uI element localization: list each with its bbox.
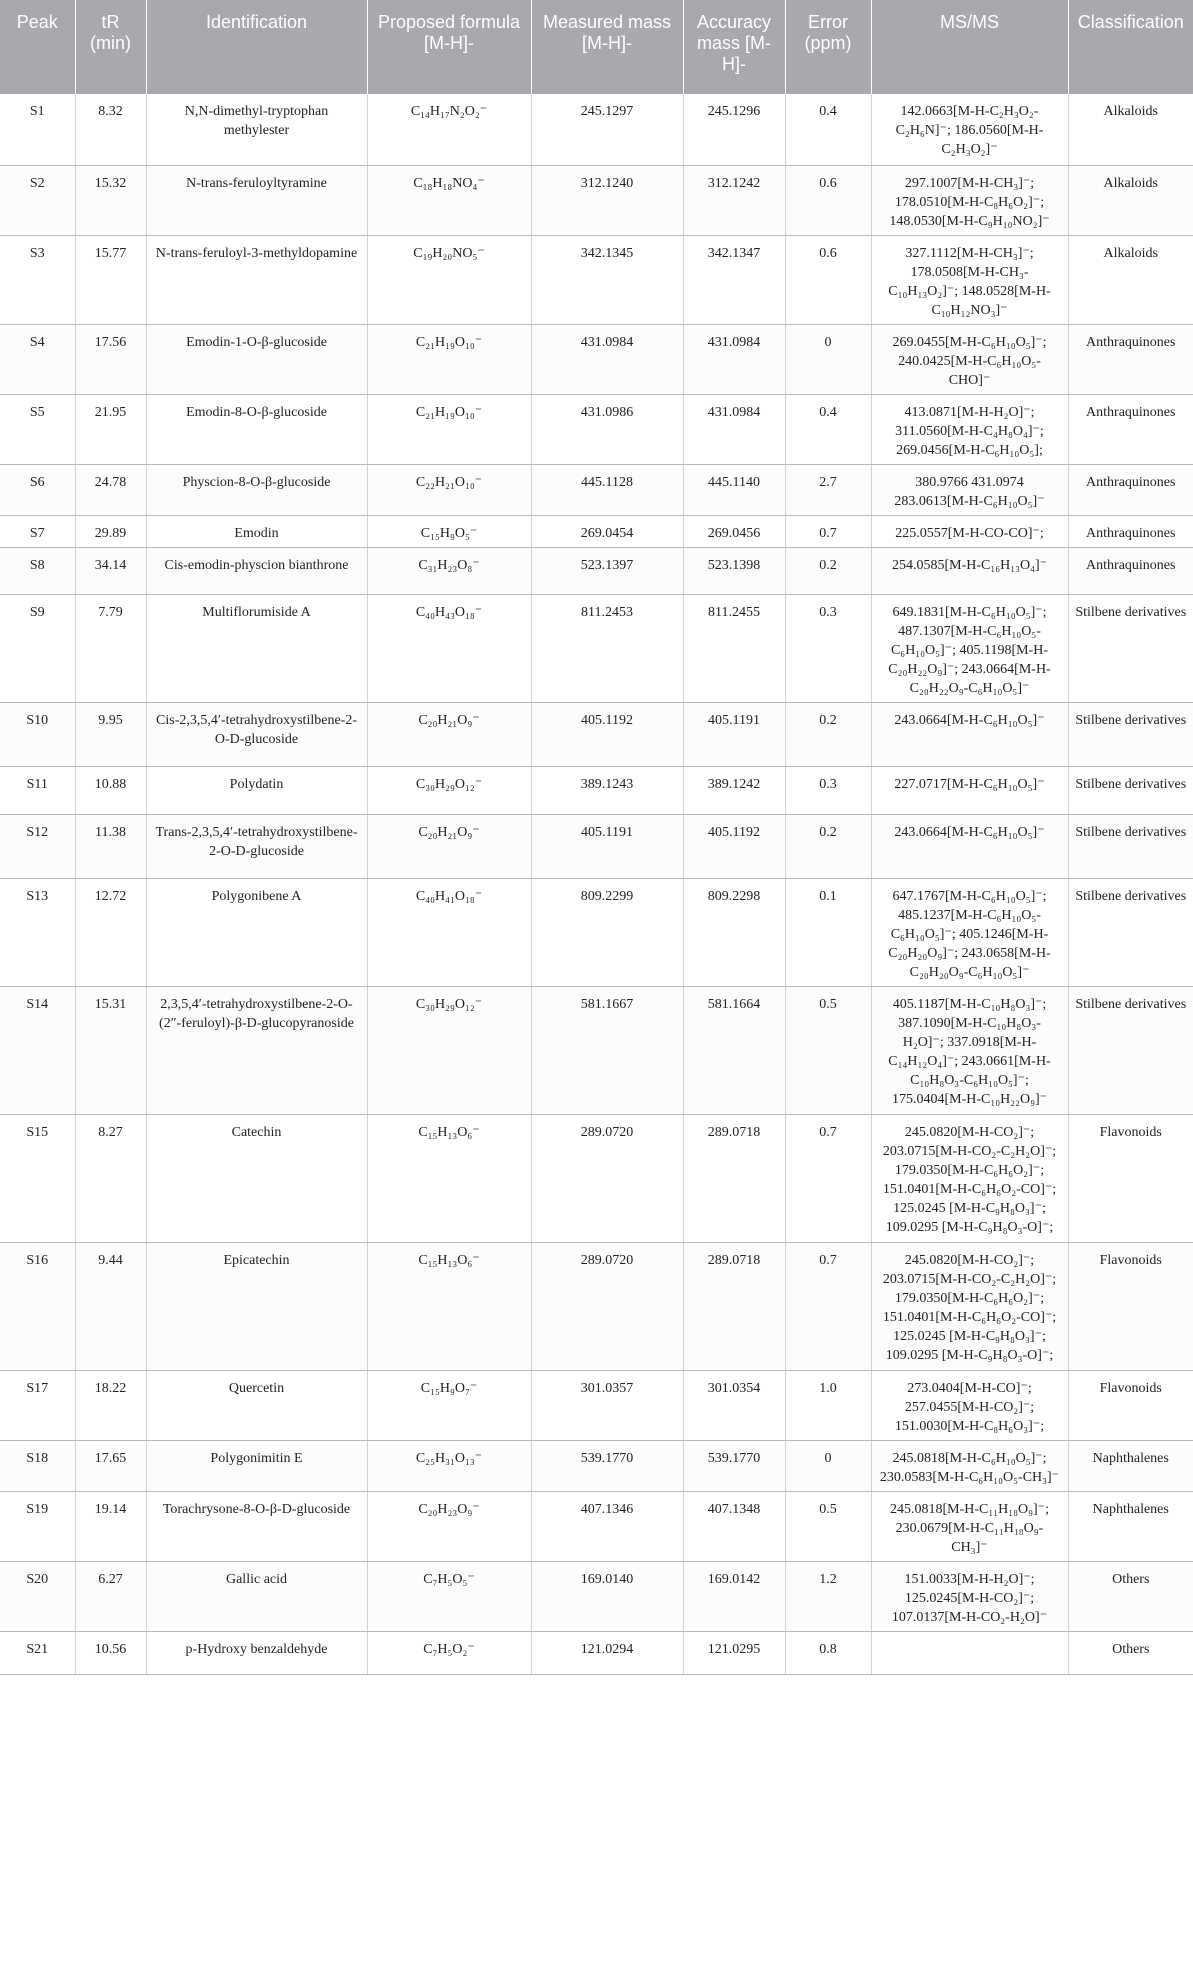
cell-msms: [871, 1631, 1068, 1674]
cell-retention-time: 7.79: [75, 594, 146, 702]
header-identification: Identification: [146, 0, 367, 94]
cell-identification: Polygonimitin E: [146, 1440, 367, 1491]
cell-classification: Anthraquinones: [1068, 547, 1193, 594]
cell-accuracy-mass: 245.1296: [683, 94, 785, 165]
cell-error: 0.7: [785, 1242, 871, 1370]
cell-msms: 380.9766 431.0974 283.0613[M-H-C₆H₁₀O₅]⁻: [871, 464, 1068, 515]
cell-formula: C₄₀H₄₁O₁₈⁻: [367, 878, 531, 986]
cell-retention-time: 11.38: [75, 814, 146, 878]
cell-identification: Epicatechin: [146, 1242, 367, 1370]
cell-retention-time: 15.32: [75, 165, 146, 235]
cell-classification: Anthraquinones: [1068, 394, 1193, 464]
cell-accuracy-mass: 811.2455: [683, 594, 785, 702]
cell-formula: C₂₂H₂₁O₁₀⁻: [367, 464, 531, 515]
cell-msms: 413.0871[M-H-H₂O]⁻; 311.0560[M-H-C₄H₈O₄]⁻; 269.0456[M-H-C₆H₁₀O₅];: [871, 394, 1068, 464]
cell-accuracy-mass: 445.1140: [683, 464, 785, 515]
cell-error: 1.0: [785, 1370, 871, 1440]
cell-msms: 243.0664[M-H-C₆H₁₀O₅]⁻: [871, 702, 1068, 766]
header-classification: Classification: [1068, 0, 1193, 94]
cell-measured-mass: 289.0720: [531, 1242, 683, 1370]
cell-msms: 245.0820[M-H-CO₂]⁻; 203.0715[M-H-CO₂-C₂H₂O]⁻; 179.0350[M-H-C₆H₆O₂]⁻; 151.0401[M-H-C₆H₆O₂-CO]⁻; 125.0245 [M-H-C₉H₈O₃]⁻; 109.0295 [M-H-C₉H₈O₃-O]⁻;: [871, 1242, 1068, 1370]
cell-identification: Polydatin: [146, 766, 367, 814]
cell-measured-mass: 405.1191: [531, 814, 683, 878]
cell-classification: Stilbene derivatives: [1068, 814, 1193, 878]
cell-peak: S4: [0, 324, 75, 394]
cell-classification: Stilbene derivatives: [1068, 766, 1193, 814]
cell-msms: 273.0404[M-H-CO]⁻; 257.0455[M-H-CO₂]⁻; 151.0030[M-H-C₈H₆O₃]⁻;: [871, 1370, 1068, 1440]
cell-formula: C₂₀H₂₃O₉⁻: [367, 1491, 531, 1561]
cell-classification: Naphthalenes: [1068, 1440, 1193, 1491]
cell-peak: S15: [0, 1114, 75, 1242]
cell-accuracy-mass: 431.0984: [683, 324, 785, 394]
cell-retention-time: 19.14: [75, 1491, 146, 1561]
cell-peak: S2: [0, 165, 75, 235]
cell-error: 0.8: [785, 1631, 871, 1674]
cell-msms: 649.1831[M-H-C₆H₁₀O₅]⁻; 487.1307[M-H-C₆H₁₀O₅-C₆H₁₀O₅]⁻; 405.1198[M-H-C₂₀H₂₂O₉]⁻; 243.0664[M-H-C₂₀H₂₂O₉-C₆H₁₀O₅]⁻: [871, 594, 1068, 702]
cell-retention-time: 12.72: [75, 878, 146, 986]
cell-measured-mass: 431.0984: [531, 324, 683, 394]
cell-accuracy-mass: 581.1664: [683, 986, 785, 1114]
cell-formula: C₁₄H₁₇N₂O₂⁻: [367, 94, 531, 165]
cell-classification: Alkaloids: [1068, 94, 1193, 165]
cell-error: 0.3: [785, 766, 871, 814]
cell-classification: Stilbene derivatives: [1068, 986, 1193, 1114]
cell-measured-mass: 169.0140: [531, 1561, 683, 1631]
cell-error: 0.5: [785, 1491, 871, 1561]
cell-measured-mass: 312.1240: [531, 165, 683, 235]
cell-error: 0: [785, 324, 871, 394]
header-accuracy-mass: Accuracy mass [M-H]-: [683, 0, 785, 94]
cell-peak: S10: [0, 702, 75, 766]
cell-measured-mass: 121.0294: [531, 1631, 683, 1674]
cell-retention-time: 18.22: [75, 1370, 146, 1440]
table-row: [0, 464, 1193, 515]
cell-measured-mass: 539.1770: [531, 1440, 683, 1491]
table-row: [0, 986, 1193, 1114]
cell-retention-time: 24.78: [75, 464, 146, 515]
cell-formula: C₁₅H₁₃O₆⁻: [367, 1242, 531, 1370]
cell-formula: C₁₅H₉O₅⁻: [367, 515, 531, 547]
cell-classification: Flavonoids: [1068, 1114, 1193, 1242]
cell-error: 0.2: [785, 814, 871, 878]
cell-retention-time: 15.31: [75, 986, 146, 1114]
cell-classification: Anthraquinones: [1068, 324, 1193, 394]
table-row: [0, 515, 1193, 547]
table-row: [0, 1631, 1193, 1674]
cell-formula: C₃₀H₂₉O₁₂⁻: [367, 766, 531, 814]
cell-retention-time: 8.32: [75, 94, 146, 165]
cell-error: 0.2: [785, 547, 871, 594]
cell-formula: C₁₉H₂₀NO₅⁻: [367, 235, 531, 324]
cell-formula: C₄₀H₄₃O₁₈⁻: [367, 594, 531, 702]
cell-identification: Emodin-8-O-β-glucoside: [146, 394, 367, 464]
cell-error: 0.2: [785, 702, 871, 766]
cell-msms: 245.0820[M-H-CO₂]⁻; 203.0715[M-H-CO₂-C₂H₂O]⁻; 179.0350[M-H-C₆H₆O₂]⁻; 151.0401[M-H-C₆H₆O₂-CO]⁻; 125.0245 [M-H-C₉H₈O₃]⁻; 109.0295 [M-H-C₉H₈O₃-O]⁻;: [871, 1114, 1068, 1242]
cell-formula: C₁₅H₁₃O₆⁻: [367, 1114, 531, 1242]
cell-identification: Emodin: [146, 515, 367, 547]
cell-msms: 254.0585[M-H-C₁₆H₁₃O₄]⁻: [871, 547, 1068, 594]
cell-formula: C₂₁H₁₉O₁₀⁻: [367, 324, 531, 394]
cell-measured-mass: 405.1192: [531, 702, 683, 766]
cell-msms: 647.1767[M-H-C₆H₁₀O₅]⁻; 485.1237[M-H-C₆H₁₀O₅-C₆H₁₀O₅]⁻; 405.1246[M-H-C₂₀H₂₀O₉]⁻; 243.0658[M-H-C₂₀H₂₀O₉-C₆H₁₀O₅]⁻: [871, 878, 1068, 986]
cell-msms: 227.0717[M-H-C₆H₁₀O₅]⁻: [871, 766, 1068, 814]
cell-retention-time: 8.27: [75, 1114, 146, 1242]
header-proposed-formula: Proposed formula [M-H]-: [367, 0, 531, 94]
table-row: [0, 1242, 1193, 1370]
cell-error: 0.5: [785, 986, 871, 1114]
table-row: [0, 1440, 1193, 1491]
cell-retention-time: 6.27: [75, 1561, 146, 1631]
cell-identification: Multiflorumiside A: [146, 594, 367, 702]
cell-accuracy-mass: 809.2298: [683, 878, 785, 986]
cell-peak: S14: [0, 986, 75, 1114]
cell-identification: 2,3,5,4′-tetrahydroxystilbene-2-O-(2″-feruloyl)-β-D-glucopyranoside: [146, 986, 367, 1114]
cell-msms: 225.0557[M-H-CO-CO]⁻;: [871, 515, 1068, 547]
cell-peak: S7: [0, 515, 75, 547]
cell-retention-time: 10.56: [75, 1631, 146, 1674]
cell-peak: S11: [0, 766, 75, 814]
cell-error: 0.7: [785, 515, 871, 547]
cell-retention-time: 10.88: [75, 766, 146, 814]
table-row: [0, 702, 1193, 766]
cell-identification: Cis-2,3,5,4′-tetrahydroxystilbene-2-O-D-glucoside: [146, 702, 367, 766]
cell-peak: S6: [0, 464, 75, 515]
cell-formula: C₂₁H₁₉O₁₀⁻: [367, 394, 531, 464]
cell-msms: 142.0663[M-H-C₂H₃O₂-C₂H₆N]⁻; 186.0560[M-H-C₂H₃O₂]⁻: [871, 94, 1068, 165]
cell-identification: Gallic acid: [146, 1561, 367, 1631]
table-row: [0, 1370, 1193, 1440]
cell-accuracy-mass: 169.0142: [683, 1561, 785, 1631]
cell-error: 0.3: [785, 594, 871, 702]
cell-accuracy-mass: 405.1191: [683, 702, 785, 766]
cell-measured-mass: 269.0454: [531, 515, 683, 547]
cell-peak: S21: [0, 1631, 75, 1674]
cell-classification: Stilbene derivatives: [1068, 702, 1193, 766]
cell-measured-mass: 289.0720: [531, 1114, 683, 1242]
cell-retention-time: 21.95: [75, 394, 146, 464]
cell-retention-time: 34.14: [75, 547, 146, 594]
cell-measured-mass: 445.1128: [531, 464, 683, 515]
cell-peak: S5: [0, 394, 75, 464]
cell-formula: C₇H₅O₅⁻: [367, 1561, 531, 1631]
cell-identification: N-trans-feruloyltyramine: [146, 165, 367, 235]
cell-classification: Alkaloids: [1068, 235, 1193, 324]
table-row: [0, 1491, 1193, 1561]
cell-accuracy-mass: 269.0456: [683, 515, 785, 547]
cell-peak: S9: [0, 594, 75, 702]
cell-msms: 269.0455[M-H-C₆H₁₀O₅]⁻; 240.0425[M-H-C₆H₁₀O₅-CHO]⁻: [871, 324, 1068, 394]
cell-classification: Naphthalenes: [1068, 1491, 1193, 1561]
cell-peak: S20: [0, 1561, 75, 1631]
cell-accuracy-mass: 301.0354: [683, 1370, 785, 1440]
table-row: [0, 235, 1193, 324]
cell-msms: 327.1112[M-H-CH₃]⁻; 178.0508[M-H-CH₃-C₁₀H₁₃O₂]⁻; 148.0528[M-H-C₁₀H₁₂NO₃]⁻: [871, 235, 1068, 324]
table-row: [0, 1561, 1193, 1631]
cell-classification: Stilbene derivatives: [1068, 594, 1193, 702]
cell-error: 0.7: [785, 1114, 871, 1242]
cell-identification: Physcion-8-O-β-glucoside: [146, 464, 367, 515]
cell-peak: S12: [0, 814, 75, 878]
cell-error: 0.4: [785, 94, 871, 165]
cell-msms: 297.1007[M-H-CH₃]⁻; 178.0510[M-H-C₈H₆O₂]⁻; 148.0530[M-H-C₉H₁₀NO₂]⁻: [871, 165, 1068, 235]
cell-retention-time: 17.56: [75, 324, 146, 394]
table-row: [0, 766, 1193, 814]
cell-classification: Anthraquinones: [1068, 464, 1193, 515]
cell-measured-mass: 407.1346: [531, 1491, 683, 1561]
cell-peak: S17: [0, 1370, 75, 1440]
table-row: [0, 814, 1193, 878]
cell-measured-mass: 809.2299: [531, 878, 683, 986]
cell-accuracy-mass: 342.1347: [683, 235, 785, 324]
cell-error: 0.1: [785, 878, 871, 986]
cell-error: 0.6: [785, 165, 871, 235]
header-peak: Peak: [0, 0, 75, 94]
cell-measured-mass: 431.0986: [531, 394, 683, 464]
table-row: [0, 165, 1193, 235]
header-measured-mass: Measured mass [M-H]-: [531, 0, 683, 94]
cell-msms: 245.0818[M-H-C₆H₁₀O₅]⁻; 230.0583[M-H-C₆H₁₀O₅-CH₃]⁻: [871, 1440, 1068, 1491]
cell-classification: Flavonoids: [1068, 1370, 1193, 1440]
cell-measured-mass: 245.1297: [531, 94, 683, 165]
cell-formula: C₁₈H₁₈NO₄⁻: [367, 165, 531, 235]
table-header-row: [0, 0, 1193, 94]
cell-classification: Others: [1068, 1561, 1193, 1631]
cell-identification: Trans-2,3,5,4′-tetrahydroxystilbene-2-O-D-glucoside: [146, 814, 367, 878]
cell-accuracy-mass: 539.1770: [683, 1440, 785, 1491]
header-msms: MS/MS: [871, 0, 1068, 94]
cell-measured-mass: 523.1397: [531, 547, 683, 594]
cell-peak: S8: [0, 547, 75, 594]
cell-measured-mass: 581.1667: [531, 986, 683, 1114]
cell-identification: Torachrysone-8-O-β-D-glucoside: [146, 1491, 367, 1561]
table-row: [0, 594, 1193, 702]
cell-retention-time: 15.77: [75, 235, 146, 324]
cell-formula: C₇H₅O₂⁻: [367, 1631, 531, 1674]
cell-msms: 243.0664[M-H-C₆H₁₀O₅]⁻: [871, 814, 1068, 878]
cell-accuracy-mass: 289.0718: [683, 1114, 785, 1242]
cell-accuracy-mass: 312.1242: [683, 165, 785, 235]
table-body: [0, 94, 1193, 1674]
cell-accuracy-mass: 289.0718: [683, 1242, 785, 1370]
cell-msms: 405.1187[M-H-C₁₀H₈O₃]⁻; 387.1090[M-H-C₁₀H₈O₃-H₂O]⁻; 337.0918[M-H-C₁₄H₁₂O₄]⁻; 243.0661[M-H-C₁₀H₈O₃-C₆H₁₀O₅]⁻; 175.0404[M-H-C₁₀H₂₂O₉]⁻: [871, 986, 1068, 1114]
header-retention-time: tR (min): [75, 0, 146, 94]
cell-identification: Catechin: [146, 1114, 367, 1242]
cell-peak: S16: [0, 1242, 75, 1370]
cell-accuracy-mass: 431.0984: [683, 394, 785, 464]
table-row: [0, 878, 1193, 986]
cell-peak: S3: [0, 235, 75, 324]
cell-peak: S1: [0, 94, 75, 165]
cell-classification: Flavonoids: [1068, 1242, 1193, 1370]
cell-error: 2.7: [785, 464, 871, 515]
cell-error: 0.6: [785, 235, 871, 324]
cell-formula: C₁₅H₉O₇⁻: [367, 1370, 531, 1440]
table-row: [0, 394, 1193, 464]
cell-peak: S18: [0, 1440, 75, 1491]
cell-retention-time: 17.65: [75, 1440, 146, 1491]
cell-identification: Polygonibene A: [146, 878, 367, 986]
cell-classification: Others: [1068, 1631, 1193, 1674]
cell-classification: Stilbene derivatives: [1068, 878, 1193, 986]
cell-error: 0: [785, 1440, 871, 1491]
cell-retention-time: 9.44: [75, 1242, 146, 1370]
cell-msms: 245.0818[M-H-C₁₁H₁₈O₉]⁻; 230.0679[M-H-C₁₁H₁₈O₉-CH₃]⁻: [871, 1491, 1068, 1561]
cell-formula: C₂₅H₃₁O₁₃⁻: [367, 1440, 531, 1491]
cell-retention-time: 9.95: [75, 702, 146, 766]
table-row: [0, 94, 1193, 165]
cell-accuracy-mass: 523.1398: [683, 547, 785, 594]
table-row: [0, 1114, 1193, 1242]
cell-retention-time: 29.89: [75, 515, 146, 547]
cell-formula: C₃₁H₂₃O₈⁻: [367, 547, 531, 594]
cell-identification: Emodin-1-O-β-glucoside: [146, 324, 367, 394]
table-row: [0, 547, 1193, 594]
cell-formula: C₂₀H₂₁O₉⁻: [367, 814, 531, 878]
cell-measured-mass: 301.0357: [531, 1370, 683, 1440]
cell-msms: 151.0033[M-H-H₂O]⁻; 125.0245[M-H-CO₂]⁻; 107.0137[M-H-CO₂-H₂O]⁻: [871, 1561, 1068, 1631]
cell-identification: Quercetin: [146, 1370, 367, 1440]
cell-classification: Alkaloids: [1068, 165, 1193, 235]
cell-measured-mass: 389.1243: [531, 766, 683, 814]
cell-measured-mass: 811.2453: [531, 594, 683, 702]
cell-identification: p-Hydroxy benzaldehyde: [146, 1631, 367, 1674]
cell-identification: N,N-dimethyl-tryptophan methylester: [146, 94, 367, 165]
cell-accuracy-mass: 405.1192: [683, 814, 785, 878]
cell-identification: N-trans-feruloyl-3-methyldopamine: [146, 235, 367, 324]
table-row: [0, 324, 1193, 394]
cell-classification: Anthraquinones: [1068, 515, 1193, 547]
cell-measured-mass: 342.1345: [531, 235, 683, 324]
cell-error: 1.2: [785, 1561, 871, 1631]
cell-accuracy-mass: 121.0295: [683, 1631, 785, 1674]
cell-formula: C₂₀H₂₁O₉⁻: [367, 702, 531, 766]
cell-error: 0.4: [785, 394, 871, 464]
cell-formula: C₃₀H₂₉O₁₂⁻: [367, 986, 531, 1114]
cell-identification: Cis-emodin-physcion bianthrone: [146, 547, 367, 594]
cell-accuracy-mass: 407.1348: [683, 1491, 785, 1561]
cell-peak: S19: [0, 1491, 75, 1561]
cell-peak: S13: [0, 878, 75, 986]
header-error: Error (ppm): [785, 0, 871, 94]
cell-accuracy-mass: 389.1242: [683, 766, 785, 814]
